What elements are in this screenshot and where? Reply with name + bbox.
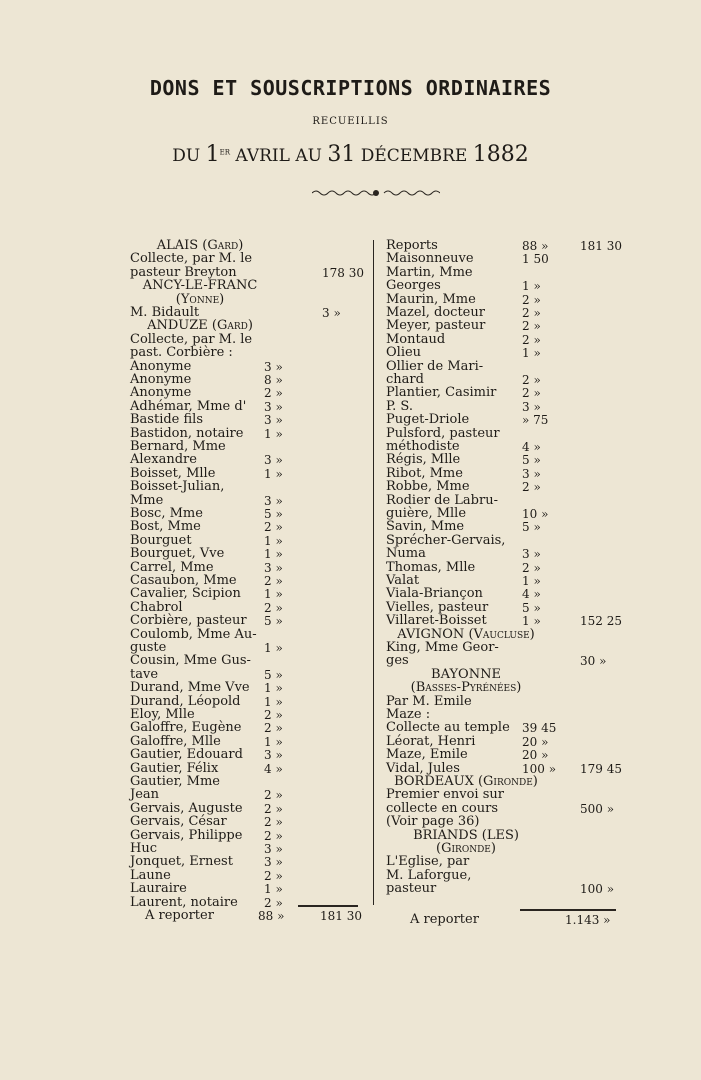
section-heading: (Basses-Pyrénées) <box>410 680 522 696</box>
entry-name: Vidal, Jules <box>386 760 460 776</box>
right-total-rule <box>520 909 616 911</box>
entry-amount: 2 » <box>264 828 283 843</box>
entry-amount: 20 » <box>522 748 549 763</box>
entry-amount: 2 » <box>264 815 283 830</box>
entry-name: Durand, Léopold <box>130 693 241 709</box>
entry-name: Bastide fils <box>130 412 204 428</box>
entry-name: Adhémar, Mme d' <box>130 398 247 414</box>
entry-amount: 2 » <box>264 600 283 615</box>
entry-name: Huc <box>130 841 157 856</box>
entry-name: past. Corbière : <box>130 345 233 361</box>
entry-name: Anonyme <box>130 358 192 374</box>
entry-amount: 1 » <box>264 547 283 562</box>
entry-name: Jonquet, Ernest <box>130 854 233 870</box>
section-heading: (Gironde) <box>436 841 496 856</box>
entry-amount: 2 » <box>264 788 283 803</box>
entry-name: L'Eglise, par <box>386 854 470 870</box>
entry-amount: 100 » <box>522 761 557 776</box>
entry-name: Corbière, pasteur <box>130 613 247 629</box>
entry-name: Montaud <box>386 331 446 347</box>
date-day: 1 <box>205 142 220 167</box>
entry-name: Bost, Mme <box>130 519 201 535</box>
entry-name: Gautier, Mme <box>130 774 220 789</box>
entry-amount: 3 » <box>522 399 541 414</box>
entry-amount: 1 » <box>264 641 283 655</box>
page-subtitle: RECUEILLIS <box>312 116 389 127</box>
date-year: 1882 <box>472 142 529 167</box>
entry-total: 179 45 <box>580 761 622 776</box>
entry-amount: 2 » <box>522 292 541 307</box>
entry-amount: 2 » <box>264 574 283 588</box>
entry-name: Gautier, Edouard <box>130 747 243 763</box>
section-heading: ALAIS (Gard) <box>156 238 244 253</box>
entry-name: Laurent, notaire <box>130 894 238 910</box>
entry-name: chard <box>386 372 424 387</box>
entry-name: Reports <box>386 238 438 253</box>
entry-amount: 3 » <box>264 453 283 468</box>
entry-name: Anonyme <box>130 385 192 401</box>
entry-name: guière, Mlle <box>386 506 467 521</box>
entry-amount: 4 » <box>522 587 541 602</box>
entry-name: Ollier de Mari- <box>386 358 484 374</box>
entry-name: Sprécher-Gervais, <box>386 532 506 548</box>
entry-name: Léorat, Henri <box>386 733 476 749</box>
entry-name: Bourguet, Vve <box>130 546 225 562</box>
entry-name: Gervais, Auguste <box>130 800 243 816</box>
entry-amount: 20 » <box>522 734 549 749</box>
left-footer-total: 181 30 <box>320 909 362 923</box>
entry-name: Durand, Mme Vve <box>130 680 250 696</box>
entry-name: Plantier, Casimir <box>386 385 497 401</box>
entry-amount: 3 » <box>264 855 283 870</box>
entry-amount: 2 » <box>522 373 541 387</box>
entry-amount: 3 » <box>264 493 283 508</box>
entry-name: Boisset, Mlle <box>130 465 216 481</box>
entry-name: Bastidon, notaire <box>130 425 244 441</box>
entry-name: Premier envoi sur <box>386 787 504 803</box>
entry-amount: 2 » <box>264 868 283 883</box>
entry-name: pasteur <box>386 881 437 897</box>
entry-amount: 3 » <box>522 547 541 562</box>
entry-name: Vielles, pasteur <box>386 599 489 615</box>
entry-name: Mazel, docteur <box>386 305 485 320</box>
entry-amount: 88 » <box>522 239 549 253</box>
left-footer-label: A reporter <box>145 908 214 923</box>
entry-amount: 2 » <box>264 721 283 736</box>
entry-name: Cousin, Mme Gus- <box>130 653 251 669</box>
entry-amount: 5 » <box>264 507 283 521</box>
entry-amount: 8 » <box>264 373 283 387</box>
entry-name: ges <box>386 653 409 669</box>
entry-name: Valat <box>386 573 420 588</box>
entry-name: Martin, Mme <box>386 264 473 280</box>
left-footer-amount: 88 » <box>258 909 285 923</box>
entry-name: Galoffre, Mlle <box>130 733 221 749</box>
entry-amount: 1 50 <box>522 252 549 267</box>
date-line <box>0 142 701 167</box>
section-heading: BORDEAUX (Gironde) <box>394 774 538 789</box>
entry-amount: 1 » <box>522 279 541 294</box>
entry-total: 178 30 <box>322 265 364 280</box>
entry-name: Gervais, César <box>130 814 227 830</box>
entry-name: Maze : <box>386 707 431 722</box>
entry-amount: 10 » <box>522 507 549 521</box>
entry-name: (Voir page 36) <box>386 814 480 830</box>
entry-amount: 5 » <box>264 614 283 629</box>
entry-amount: 2 » <box>522 319 541 334</box>
entry-name: Casaubon, Mme <box>130 573 237 588</box>
entry-amount: 1 » <box>264 882 283 897</box>
entry-amount: 5 » <box>522 520 541 535</box>
entry-amount: 2 » <box>264 386 283 401</box>
section-heading: ANDUZE (Gard) <box>147 318 253 334</box>
entry-name: Savin, Mme <box>386 519 465 535</box>
entry-name: Alexandre <box>130 452 197 468</box>
entry-name: Collecte au temple <box>386 720 510 736</box>
date-month: DÉCEMBRE <box>360 146 468 166</box>
section-heading: BRIANDS (LES) <box>413 827 519 843</box>
entry-total: 500 » <box>580 801 615 816</box>
entry-amount: 2 » <box>264 708 283 722</box>
entry-amount: 3 » <box>264 359 283 374</box>
entry-name: Cavalier, Scipion <box>130 586 241 602</box>
entry-name: Meyer, pasteur <box>386 318 486 334</box>
entry-name: tave <box>130 666 159 682</box>
entry-name: Gervais, Philippe <box>130 827 243 843</box>
entry-name: Lauraire <box>130 881 187 897</box>
entry-total: 152 25 <box>580 614 622 629</box>
entry-name: collecte en cours <box>386 800 499 816</box>
entry-name: Maisonneuve <box>386 251 474 267</box>
entry-name: King, Mme Geor- <box>386 640 499 655</box>
left-total-rule <box>298 905 358 907</box>
page-title: DONS ET SOUSCRIPTIONS ORDINAIRES <box>149 76 552 100</box>
entry-name: Anonyme <box>130 372 192 387</box>
entry-amount: 2 » <box>264 895 283 910</box>
entry-amount: 2 » <box>522 332 541 347</box>
right-footer-label: A reporter <box>410 912 479 927</box>
entry-name: Georges <box>386 278 441 294</box>
column-divider <box>373 240 374 905</box>
entry-name: Chabrol <box>130 599 183 615</box>
date-mid: AVRIL AU <box>235 146 322 166</box>
entry-amount: 2 » <box>264 520 283 535</box>
entry-amount: 2 » <box>522 386 541 401</box>
entry-amount: 2 » <box>522 480 541 495</box>
entry-amount: 1 » <box>264 426 283 441</box>
entry-total: 3 » <box>322 306 341 320</box>
entry-name: Galoffre, Eugène <box>130 720 242 736</box>
entry-amount: 1 » <box>264 587 283 602</box>
entry-amount: 2 » <box>522 306 541 320</box>
entry-name: Boisset-Julian, <box>130 479 225 495</box>
entry-amount: 3 » <box>264 399 283 414</box>
entry-amount: 3 » <box>264 748 283 763</box>
entry-amount: 39 45 <box>522 721 557 736</box>
entry-amount: 1 » <box>264 466 283 481</box>
section-heading: BAYONNE <box>431 666 501 682</box>
entry-amount: 4 » <box>522 440 541 454</box>
section-heading: (Yonne) <box>175 291 225 307</box>
entry-amount: 3 » <box>264 413 283 428</box>
entry-total: 181 30 <box>580 239 622 253</box>
section-heading: AVIGNON (Vaucluse) <box>397 626 535 642</box>
date-prefix: DU <box>172 146 201 166</box>
entry-name: Régis, Mlle <box>386 452 461 468</box>
entry-amount: 3 » <box>264 560 283 575</box>
entry-total: 30 » <box>580 654 607 669</box>
entry-name: Collecte, par M. le <box>130 251 253 267</box>
date-num: 31 <box>327 142 356 167</box>
entry-name: Thomas, Mlle <box>386 559 476 575</box>
entry-name: Maurin, Mme <box>386 291 476 307</box>
entry-name: Coulomb, Mme Au- <box>130 626 257 642</box>
entry-amount: 2 » <box>264 801 283 816</box>
entry-name: Maze, Emile <box>386 747 468 763</box>
entry-amount: 1 » <box>264 533 283 548</box>
entry-name: Jean <box>130 787 160 803</box>
entry-name: Bosc, Mme <box>130 506 203 521</box>
entry-name: Par M. Emile <box>386 693 472 709</box>
section-heading: ANCY-LE-FRANC <box>142 278 258 294</box>
entry-name: Eloy, Mlle <box>130 707 195 722</box>
date-sup: er <box>219 146 231 158</box>
entry-name: Olieu <box>386 345 422 361</box>
entry-name: P. S. <box>386 398 413 414</box>
entry-amount: 3 » <box>264 842 283 856</box>
entry-name: pasteur Breyton <box>130 264 237 280</box>
entry-name: Collecte, par M. le <box>130 331 253 347</box>
right-footer-total: 1.143 » <box>565 913 611 927</box>
entry-name: Robbe, Mme <box>386 479 470 495</box>
entry-amount: 1 » <box>522 574 541 588</box>
entry-name: méthodiste <box>386 439 460 454</box>
entry-name: Mme <box>130 492 164 508</box>
entry-name: Gautier, Félix <box>130 760 219 776</box>
entry-amount: 5 » <box>522 453 541 468</box>
entry-amount: 1 » <box>264 681 283 696</box>
entry-name: Bourguet <box>130 532 192 548</box>
entry-amount: 5 » <box>264 667 283 682</box>
entry-amount: 5 » <box>522 600 541 615</box>
entry-name: Rodier de Labru- <box>386 492 498 508</box>
entry-name: Pulsford, pasteur <box>386 425 500 441</box>
entry-amount: 3 » <box>522 466 541 481</box>
entry-total: 100 » <box>580 882 615 897</box>
entry-amount: 1 » <box>522 614 541 629</box>
entry-name: Ribot, Mme <box>386 465 463 481</box>
entry-name: Laune <box>130 867 171 883</box>
entry-name: M. Bidault <box>130 305 200 320</box>
entry-amount: 4 » <box>264 761 283 776</box>
entry-name: Villaret-Boisset <box>386 613 487 629</box>
entry-amount: 1 » <box>522 346 541 361</box>
entry-name: Numa <box>386 546 426 562</box>
entry-name: M. Laforgue, <box>386 867 472 883</box>
entry-name: Bernard, Mme <box>130 439 226 454</box>
entry-name: Carrel, Mme <box>130 559 214 575</box>
ornament-divider <box>312 188 440 198</box>
entry-name: Puget-Driole <box>386 412 470 428</box>
entry-name: Viala-Briançon <box>386 586 483 602</box>
entry-name: guste <box>130 640 167 655</box>
entry-amount: 1 » <box>264 734 283 749</box>
entry-amount: 2 » <box>522 560 541 575</box>
entry-amount: 1 » <box>264 694 283 709</box>
entry-amount: » 75 <box>522 413 549 428</box>
